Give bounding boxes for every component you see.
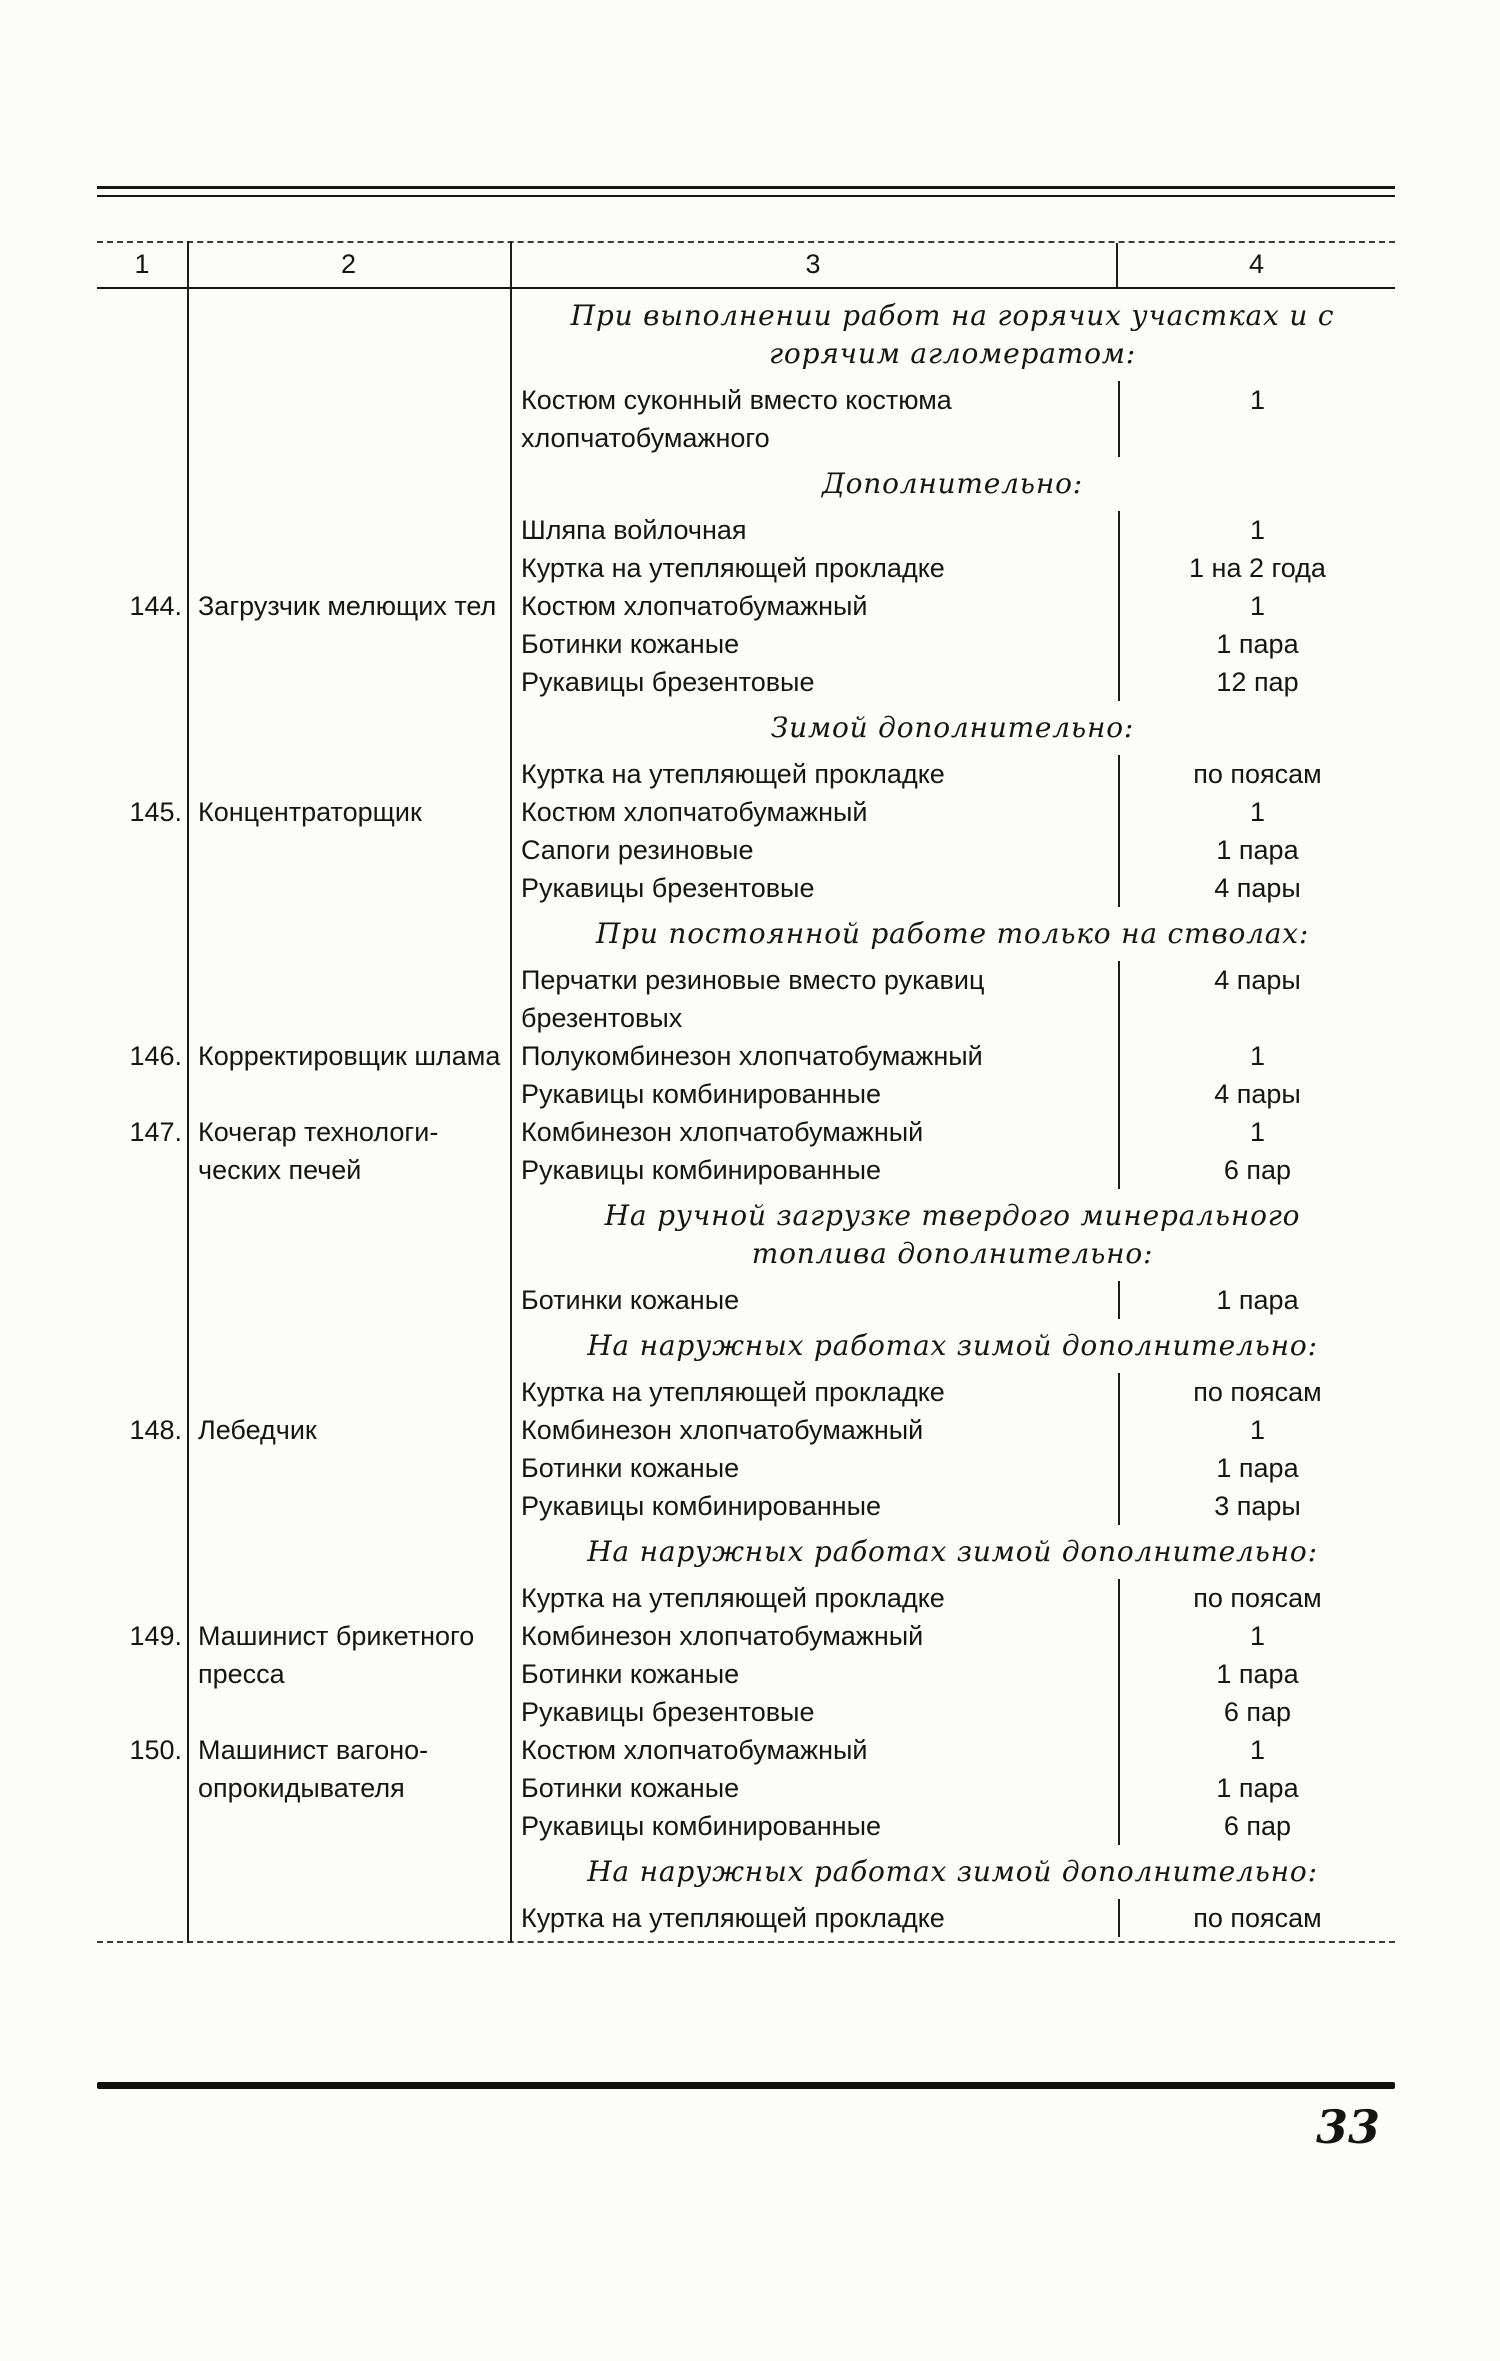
item-name: Рукавицы комбинированные bbox=[521, 1079, 881, 1109]
table-row bbox=[97, 1655, 1395, 1693]
section-header-row bbox=[97, 457, 1395, 511]
item-quantity: 1 bbox=[1118, 1037, 1395, 1075]
item-name: Костюм суконный вместо костюма хлопчатобумажного bbox=[521, 385, 952, 453]
item-quantity: 1 bbox=[1118, 381, 1395, 457]
table-row bbox=[97, 831, 1395, 869]
page-number: 33 bbox=[1315, 2100, 1380, 2154]
job-title-cell bbox=[187, 755, 510, 793]
item-name: Костюм хлопчатобумажный bbox=[521, 591, 868, 621]
job-title-cell bbox=[187, 1769, 510, 1807]
job-title-cell bbox=[187, 793, 510, 831]
section-header-row bbox=[97, 907, 1395, 961]
row-number bbox=[97, 869, 187, 907]
item-name: Перчатки резиновые вместо рукавиц брезентовых bbox=[521, 965, 985, 1033]
item-name: Рукавицы брезентовые bbox=[521, 667, 815, 697]
job-title-cell bbox=[187, 1151, 510, 1189]
table-row bbox=[97, 961, 1395, 1037]
item-name: Комбинезон хлопчатобумажный bbox=[521, 1621, 924, 1651]
job-title: Загрузчик мелющих тел bbox=[198, 591, 497, 621]
column-divider-1-2 bbox=[187, 241, 189, 1943]
section-header-row bbox=[97, 1845, 1395, 1899]
row-number: 145. bbox=[129, 797, 182, 827]
job-title-cell bbox=[187, 1113, 510, 1185]
row-number bbox=[97, 511, 187, 549]
table-row bbox=[97, 1899, 1395, 1937]
row-number bbox=[97, 1899, 187, 1937]
table-row bbox=[97, 381, 1395, 457]
section-header: На наружных работах зимой дополнительно: bbox=[587, 1855, 1318, 1888]
job-title-cell bbox=[187, 381, 510, 457]
row-number bbox=[97, 549, 187, 587]
section-header: Зимой дополнительно: bbox=[770, 711, 1135, 744]
item-quantity: 1 пара bbox=[1118, 1281, 1395, 1319]
table-row bbox=[97, 1373, 1395, 1411]
item-quantity: 1 bbox=[1118, 1113, 1395, 1151]
row-number: 149. bbox=[129, 1621, 182, 1651]
item-quantity: по поясам bbox=[1118, 1899, 1395, 1937]
column-header-2: 2 bbox=[340, 249, 357, 279]
column-divider-2-3 bbox=[510, 241, 512, 1943]
section-header: На ручной загрузке твердого минерального топлива дополнительно: bbox=[604, 1199, 1301, 1270]
row-number bbox=[97, 1281, 187, 1319]
item-quantity: 1 bbox=[1118, 587, 1395, 625]
section-header: При выполнении работ на горячих участках и с горячим агломератом: bbox=[570, 299, 1335, 370]
row-number bbox=[97, 1075, 187, 1113]
job-title-cell bbox=[187, 625, 510, 663]
item-name: Комбинезон хлопчатобумажный bbox=[521, 1117, 924, 1147]
item-name: Ботинки кожаные bbox=[521, 1285, 740, 1315]
row-number bbox=[97, 1373, 187, 1411]
job-title-cell bbox=[187, 1281, 510, 1319]
table-row bbox=[97, 663, 1395, 701]
item-name: Рукавицы комбинированные bbox=[521, 1491, 881, 1521]
item-name: Ботинки кожаные bbox=[521, 1453, 740, 1483]
row-number bbox=[97, 1655, 187, 1693]
table-row bbox=[97, 625, 1395, 663]
table-row bbox=[97, 549, 1395, 587]
job-title-cell bbox=[187, 1037, 510, 1075]
item-name: Куртка на утепляющей прокладке bbox=[521, 759, 945, 789]
table-row bbox=[97, 587, 1395, 625]
section-header: На наружных работах зимой дополнительно: bbox=[587, 1535, 1318, 1568]
job-title: Концентраторщик bbox=[198, 797, 422, 827]
table-inner bbox=[97, 241, 1395, 1943]
item-quantity: 1 пара bbox=[1118, 625, 1395, 663]
item-name: Сапоги резиновые bbox=[521, 835, 754, 865]
item-name: Ботинки кожаные bbox=[521, 629, 740, 659]
row-number bbox=[97, 663, 187, 701]
job-title-cell bbox=[187, 1731, 510, 1803]
row-number bbox=[97, 831, 187, 869]
section-header-row bbox=[97, 1189, 1395, 1281]
row-number bbox=[97, 1579, 187, 1617]
item-name: Рукавицы комбинированные bbox=[521, 1811, 881, 1841]
item-quantity: 1 пара bbox=[1118, 831, 1395, 869]
job-title-cell bbox=[187, 1411, 510, 1449]
item-quantity: 6 пар bbox=[1118, 1807, 1395, 1845]
job-title-cell bbox=[187, 1807, 510, 1845]
table-body bbox=[97, 289, 1395, 1943]
item-name: Куртка на утепляющей прокладке bbox=[521, 1377, 945, 1407]
row-number: 148. bbox=[129, 1415, 182, 1445]
norms-table bbox=[97, 186, 1395, 1943]
item-quantity: 1 пара bbox=[1118, 1449, 1395, 1487]
item-quantity: 1 пара bbox=[1118, 1769, 1395, 1807]
job-title-cell bbox=[187, 1899, 510, 1937]
item-quantity: 1 bbox=[1118, 1731, 1395, 1769]
section-header-row bbox=[97, 1525, 1395, 1579]
row-number bbox=[97, 1769, 187, 1807]
section-header-row bbox=[97, 701, 1395, 755]
section-header: Дополнительно: bbox=[822, 467, 1083, 500]
row-number: 147. bbox=[129, 1117, 182, 1147]
item-quantity: 1 bbox=[1118, 511, 1395, 549]
row-number bbox=[97, 1487, 187, 1525]
row-number: 146. bbox=[129, 1041, 182, 1071]
row-number bbox=[97, 1807, 187, 1845]
row-number: 144. bbox=[129, 591, 182, 621]
job-title-cell bbox=[187, 1579, 510, 1617]
item-quantity: 6 пар bbox=[1118, 1693, 1395, 1731]
item-quantity: 12 пар bbox=[1118, 663, 1395, 701]
table-row bbox=[97, 1037, 1395, 1075]
job-title-cell bbox=[187, 1655, 510, 1693]
job-title-cell bbox=[187, 549, 510, 587]
job-title-cell bbox=[187, 1617, 510, 1689]
item-name: Куртка на утепляющей прокладке bbox=[521, 1583, 945, 1613]
item-quantity: 4 пары bbox=[1118, 869, 1395, 907]
item-name: Рукавицы брезентовые bbox=[521, 873, 815, 903]
table-row bbox=[97, 1281, 1395, 1319]
item-quantity: 1 bbox=[1118, 1411, 1395, 1449]
job-title: Корректировщик шлама bbox=[198, 1041, 501, 1071]
table-row bbox=[97, 1449, 1395, 1487]
job-title-cell bbox=[187, 1449, 510, 1487]
job-title: Кочегар технологи-ческих печей bbox=[198, 1117, 439, 1185]
table-row bbox=[97, 869, 1395, 907]
item-name: Шляпа войлочная bbox=[521, 515, 747, 545]
bottom-thick-rule bbox=[97, 2082, 1395, 2089]
job-title-cell bbox=[187, 1693, 510, 1731]
item-quantity: 4 пары bbox=[1118, 961, 1395, 1037]
job-title-cell bbox=[187, 961, 510, 1037]
table-row bbox=[97, 1151, 1395, 1189]
top-double-rule bbox=[97, 186, 1395, 197]
row-number bbox=[97, 1449, 187, 1487]
table-row bbox=[97, 1411, 1395, 1449]
table-row bbox=[97, 755, 1395, 793]
item-quantity: по поясам bbox=[1118, 755, 1395, 793]
job-title-cell bbox=[187, 1075, 510, 1113]
section-header-row bbox=[97, 1319, 1395, 1373]
item-name: Куртка на утепляющей прокладке bbox=[521, 1903, 945, 1933]
row-number bbox=[97, 381, 187, 457]
column-header-1: 1 bbox=[134, 249, 150, 279]
item-quantity: 1 на 2 года bbox=[1118, 549, 1395, 587]
table-row bbox=[97, 1487, 1395, 1525]
item-name: Полукомбинезон хлопчатобумажный bbox=[521, 1041, 983, 1071]
row-number bbox=[97, 755, 187, 793]
item-quantity: 1 пара bbox=[1118, 1655, 1395, 1693]
item-name: Рукавицы комбинированные bbox=[521, 1155, 881, 1185]
job-title-cell bbox=[187, 831, 510, 869]
section-header: При постоянной работе только на стволах: bbox=[595, 917, 1310, 950]
row-number: 150. bbox=[129, 1735, 182, 1765]
row-number bbox=[97, 961, 187, 1037]
job-title: Лебедчик bbox=[198, 1415, 317, 1445]
table-header-row bbox=[97, 241, 1395, 289]
table-row bbox=[97, 1075, 1395, 1113]
row-number bbox=[97, 625, 187, 663]
item-quantity: 3 пары bbox=[1118, 1487, 1395, 1525]
item-quantity: по поясам bbox=[1118, 1373, 1395, 1411]
job-title-cell bbox=[187, 663, 510, 701]
section-header-row bbox=[97, 289, 1395, 381]
job-title-cell bbox=[187, 869, 510, 907]
table-row bbox=[97, 1807, 1395, 1845]
item-name: Костюм хлопчатобумажный bbox=[521, 797, 868, 827]
item-name: Куртка на утепляющей прокладке bbox=[521, 553, 945, 583]
item-name: Ботинки кожаные bbox=[521, 1659, 740, 1689]
item-quantity: 4 пары bbox=[1118, 1075, 1395, 1113]
table-row bbox=[97, 1579, 1395, 1617]
table-row bbox=[97, 1693, 1395, 1731]
item-name: Костюм хлопчатобумажный bbox=[521, 1735, 868, 1765]
job-title: Машинист брикетного пресса bbox=[198, 1621, 475, 1689]
item-quantity: 6 пар bbox=[1118, 1151, 1395, 1189]
item-quantity: 1 bbox=[1118, 1617, 1395, 1655]
column-header-4: 4 bbox=[1248, 249, 1265, 279]
item-name: Комбинезон хлопчатобумажный bbox=[521, 1415, 924, 1445]
job-title-cell bbox=[187, 511, 510, 549]
item-quantity: 1 bbox=[1118, 793, 1395, 831]
section-header: На наружных работах зимой дополнительно: bbox=[587, 1329, 1318, 1362]
table-row bbox=[97, 511, 1395, 549]
job-title-cell bbox=[187, 1373, 510, 1411]
table-row bbox=[97, 1769, 1395, 1807]
job-title-cell bbox=[187, 1487, 510, 1525]
job-title: Машинист вагоно-опрокидывателя bbox=[198, 1735, 429, 1803]
item-quantity: по поясам bbox=[1118, 1579, 1395, 1617]
item-name: Ботинки кожаные bbox=[521, 1773, 740, 1803]
table-row bbox=[97, 793, 1395, 831]
job-title-cell bbox=[187, 587, 510, 625]
row-number bbox=[97, 1151, 187, 1189]
row-number bbox=[97, 1693, 187, 1731]
item-name: Рукавицы брезентовые bbox=[521, 1697, 815, 1727]
column-header-3: 3 bbox=[510, 243, 1118, 287]
